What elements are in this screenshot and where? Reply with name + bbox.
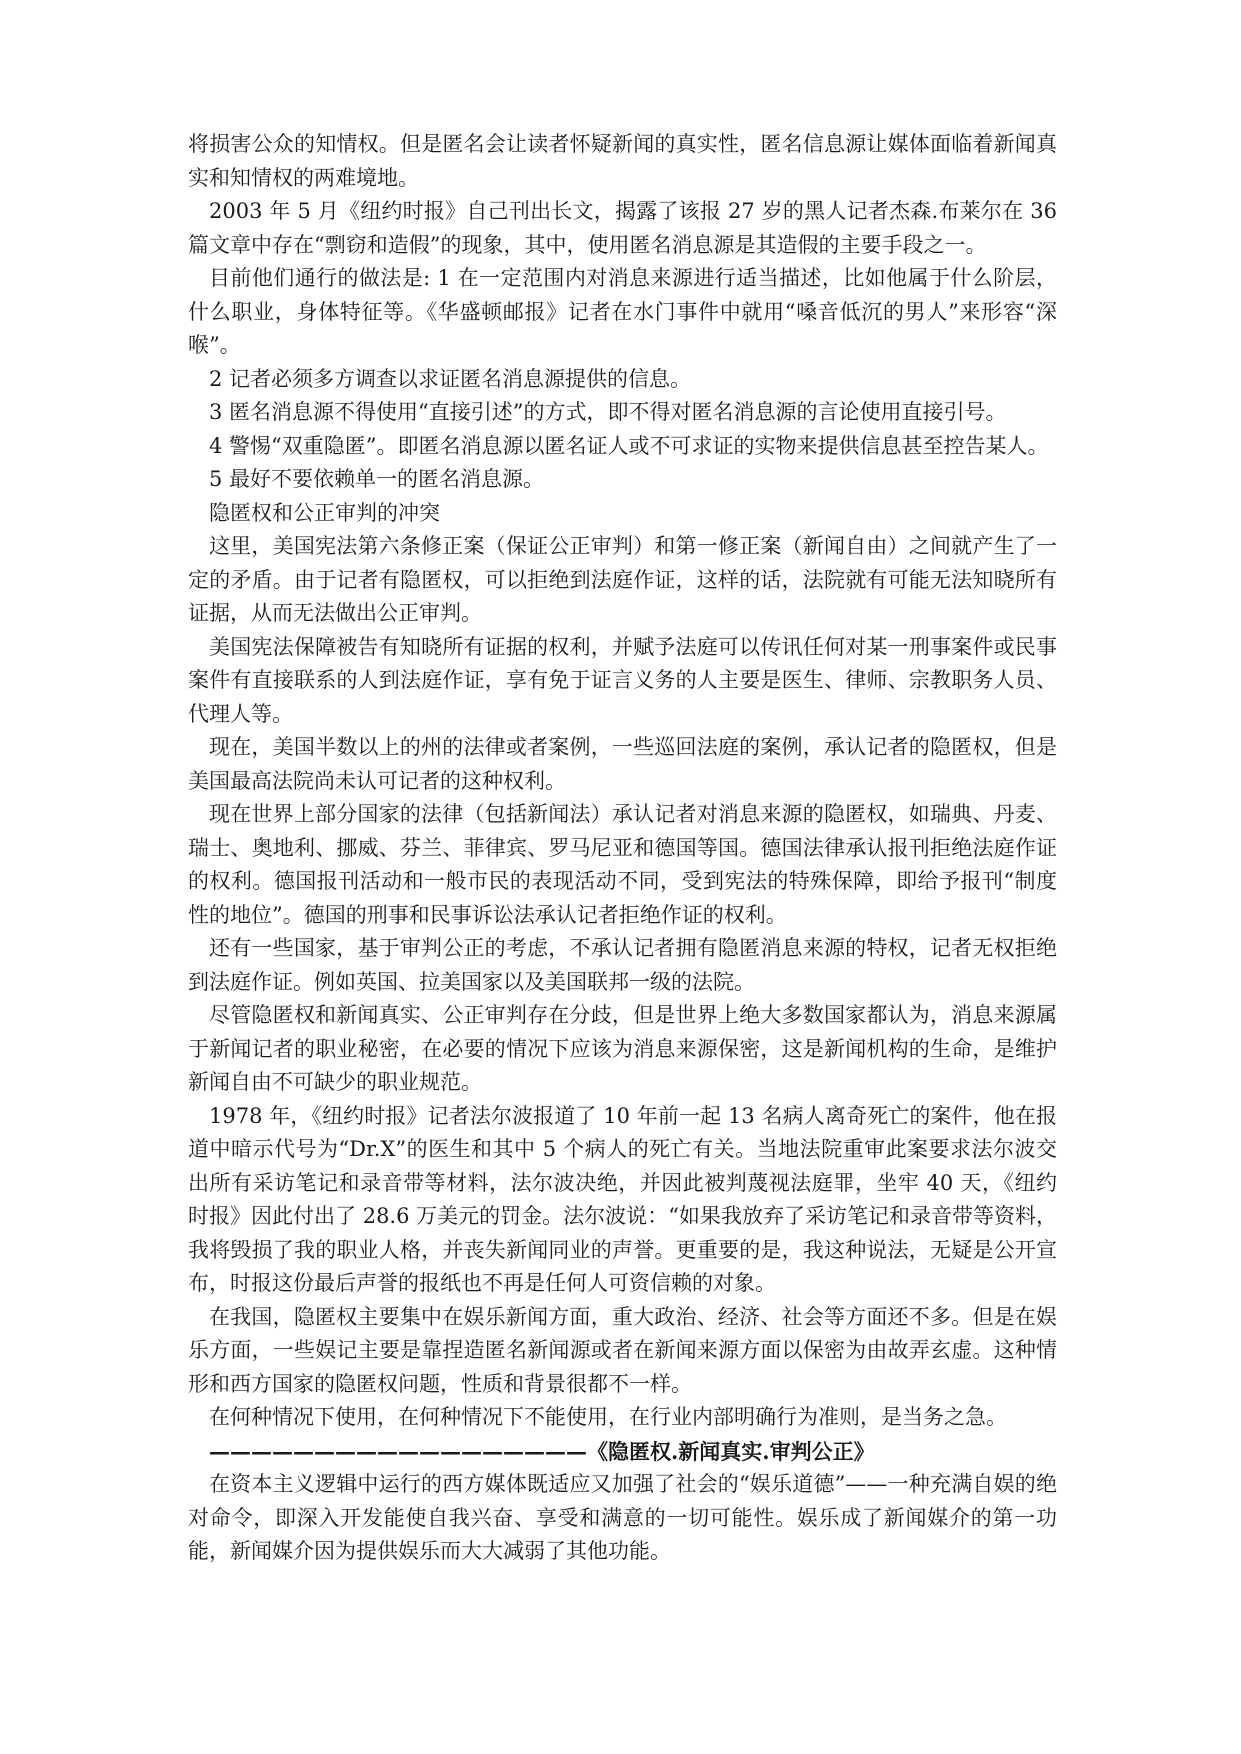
paragraph-2: 2003 年 5 月《纽约时报》自己刊出长文，揭露了该报 27 岁的黑人记者杰森.布莱尔在 36 篇文章中存在“剽窃和造假”的现象，其中，使用匿名消息源是其造假的主要手段之一。 <box>188 199 1057 257</box>
document-page <box>188 128 1057 1569</box>
paragraph-13: 尽管隐匿权和新闻真实、公正审判存在分歧，但是世界上绝大多数国家都认为，消息来源属于新闻记者的职业秘密，在必要的情况下应该为消息来源保密，这是新闻机构的生命，是维护新闻自由不可缺少的职业规范。 <box>188 1003 1057 1094</box>
paragraph-8: 这里，美国宪法第六条修正案（保证公正审判）和第一修正案（新闻自由）之间就产生了一定的矛盾。由于记者有隐匿权，可以拒绝到法庭作证，这样的话，法院就有可能无法知晓所有证据，从而无法做出公正审判。 <box>188 534 1057 625</box>
source-citation: ——————————————————《隐匿权.新闻真实.审判公正》 <box>209 1438 875 1464</box>
paragraph-12: 还有一些国家，基于审判公正的考虑，不承认记者拥有隐匿消息来源的特权，记者无权拒绝到法庭作证。例如英国、拉美国家以及美国联邦一级的法院。 <box>188 936 1057 994</box>
paragraph-7: 5 最好不要依赖单一的匿名消息源。 <box>209 467 545 491</box>
paragraph-11: 现在世界上部分国家的法律（包括新闻法）承认记者对消息来源的隐匿权，如瑞典、丹麦、瑞士、奥地利、挪威、芬兰、菲律宾、罗马尼亚和德国等国。德国法律承认报刊拒绝法庭作证的权利。德国报刊活动和一般市民的表现活动不同，受到宪法的特殊保障，即给予报刊“制度性的地位”。德国的刑事和民事诉讼法承认记者拒绝作证的权利。 <box>188 802 1057 927</box>
paragraph-4: 2 记者必须多方调查以求证匿名消息源提供的信息。 <box>209 366 692 391</box>
paragraph-14: 1978 年，《纽约时报》记者法尔波报道了 10 年前一起 13 名病人离奇死亡的案件，他在报道中暗示代号为“Dr.X”的医生和其中 5 个病人的死亡有关。当地法院重审此案要求法尔波交出所有采访笔记和录音带等材料，法尔波决绝，并因此被判蔑视法庭罪，坐牢 40 天，《纽约时报》因此付出了 28.6 万美元的罚金。法尔波说：“如果我放弃了采访笔记和录音带等资料，我将毁损了我的职业人格，并丧失新闻同业的声誉。更重要的是，我这种说法，无疑是公开宣布，时报这份最后声誉的报纸也不再是任何人可资信赖的对象。 <box>188 1103 1057 1295</box>
paragraph-6: 4 警惕“双重隐匿”。即匿名消息源以匿名证人或不可求证的实物来提供信息甚至控告某人。 <box>209 433 1049 458</box>
section-heading: 隐匿权和公正审判的冲突 <box>209 500 440 525</box>
paragraph-9: 美国宪法保障被告有知晓所有证据的权利，并赋予法庭可以传讯任何对某一刑事案件或民事案件有直接联系的人到法庭作证，享有免于证言义务的人主要是医生、律师、宗教职务人员、代理人等。 <box>188 634 1057 726</box>
closing-paragraph: 在资本主义逻辑中运行的西方媒体既适应又加强了社会的“娱乐道德”——一种充满自娱的绝对命令，即深入开发能使自我兴奋、享受和满意的一切可能性。娱乐成了新闻媒介的第一功能，新闻媒介因为提供娱乐而大大减弱了其他功能。 <box>188 1472 1057 1563</box>
paragraph-5: 3 匿名消息源不得使用“直接引述”的方式，即不得对匿名消息源的言论使用直接引号。 <box>209 400 1007 424</box>
paragraph-15: 在我国，隐匿权主要集中在娱乐新闻方面，重大政治、经济、社会等方面还不多。但是在娱乐方面，一些娱记主要是靠捏造匿名新闻源或者在新闻来源方面以保密为由故弄玄虚。这种情形和西方国家的隐匿权问题，性质和背景很都不一样。 <box>188 1304 1057 1396</box>
paragraph-10: 现在，美国半数以上的州的法律或者案例，一些巡回法庭的案例，承认记者的隐匿权，但是美国最高法院尚未认可记者的这种权利。 <box>188 735 1057 793</box>
paragraph-16: 在何种情况下使用，在何种情况下不能使用，在行业内部明确行为准则，是当务之急。 <box>209 1405 1007 1429</box>
paragraph-1: 将损害公众的知情权。但是匿名会让读者怀疑新闻的真实性，匿名信息源让媒体面临着新闻真实和知情权的两难境地。 <box>188 132 1057 190</box>
paragraph-3: 目前他们通行的做法是: 1 在一定范围内对消息来源进行适当描述，比如他属于什么阶层，什么职业，身体特征等。《华盛顿邮报》记者在水门事件中就用“嗓音低沉的男人”来形容“深喉”。 <box>188 266 1057 357</box>
